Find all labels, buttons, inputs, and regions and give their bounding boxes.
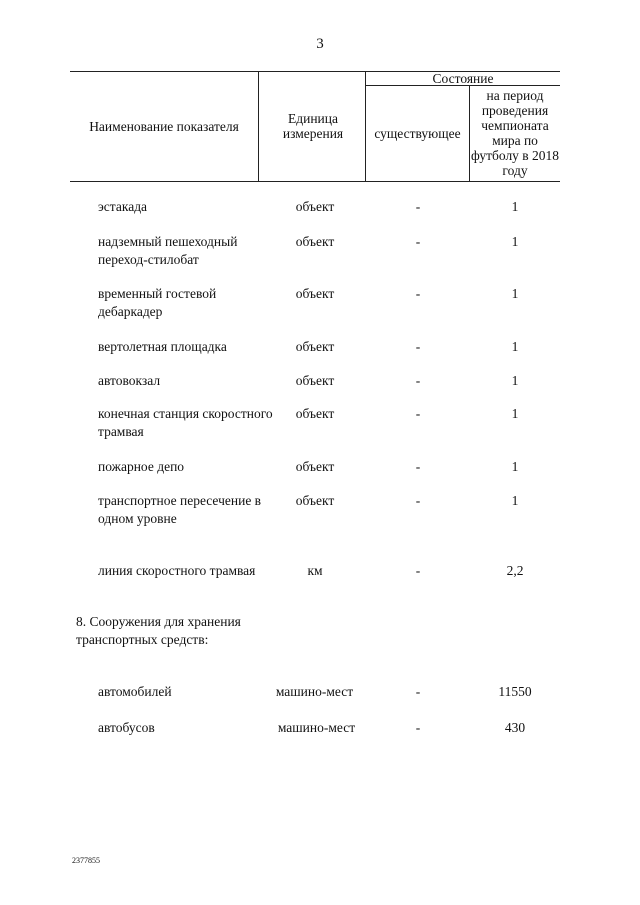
section-heading: 8. Сооружения для хранения транспортных средств: <box>76 614 241 647</box>
row-name: линия скоростного трамвая <box>98 563 256 578</box>
row-planned: 1 <box>511 459 519 474</box>
header-bottom-rule <box>70 181 560 182</box>
page-number: 3 <box>316 36 324 52</box>
row-existing: - <box>415 563 421 578</box>
header-existing: существующее <box>374 126 461 141</box>
row-unit: машино-мест <box>277 720 356 735</box>
row-name: автовокзал <box>98 373 161 388</box>
row-unit: объект <box>295 459 335 474</box>
row-name: транспортное пересечение в одном уровне <box>98 493 262 526</box>
row-planned: 1 <box>511 234 519 249</box>
document-id: 2377855 <box>72 856 100 865</box>
row-unit: объект <box>295 373 335 388</box>
row-unit: объект <box>295 339 335 354</box>
header-state: Состояние <box>432 71 494 86</box>
row-existing: - <box>415 339 421 354</box>
row-existing: - <box>415 199 421 214</box>
row-name: надземный пешеходный переход-стилобат <box>98 234 238 267</box>
row-existing: - <box>415 406 421 421</box>
header-divider-1 <box>258 71 259 181</box>
row-planned: 1 <box>511 339 519 354</box>
header-name: Наименование показателя <box>89 119 239 134</box>
row-name: автобусов <box>98 720 155 735</box>
row-unit: объект <box>295 286 335 301</box>
row-existing: - <box>415 459 421 474</box>
row-planned: 11550 <box>498 684 532 699</box>
row-planned: 1 <box>511 199 519 214</box>
header-planned: на период проведения чемпионата мира по футболу в 2018 году <box>470 88 560 178</box>
row-name: конечная станция скоростного трамвая <box>98 406 273 439</box>
row-name: автомобилей <box>98 684 172 699</box>
row-existing: - <box>415 234 421 249</box>
row-planned: 1 <box>511 373 519 388</box>
row-name: временный гостевой дебаркадер <box>98 286 217 319</box>
header-unit: Единица измерения <box>282 111 344 141</box>
row-unit: объект <box>295 493 335 508</box>
row-name: вертолетная площадка <box>98 339 227 354</box>
row-unit: машино-мест <box>275 684 354 699</box>
row-existing: - <box>415 286 421 301</box>
row-unit: объект <box>295 406 335 421</box>
row-planned: 430 <box>504 720 526 735</box>
row-unit: объект <box>295 234 335 249</box>
row-unit: км <box>307 563 323 578</box>
row-planned: 1 <box>511 493 519 508</box>
row-existing: - <box>415 373 421 388</box>
row-name: эстакада <box>98 199 148 214</box>
row-planned: 1 <box>511 406 519 421</box>
row-planned: 1 <box>511 286 519 301</box>
row-planned: 2,2 <box>506 563 524 578</box>
row-existing: - <box>415 684 421 699</box>
row-name: пожарное депо <box>98 459 185 474</box>
row-unit: объект <box>295 199 335 214</box>
row-existing: - <box>415 493 421 508</box>
row-existing: - <box>415 720 421 735</box>
